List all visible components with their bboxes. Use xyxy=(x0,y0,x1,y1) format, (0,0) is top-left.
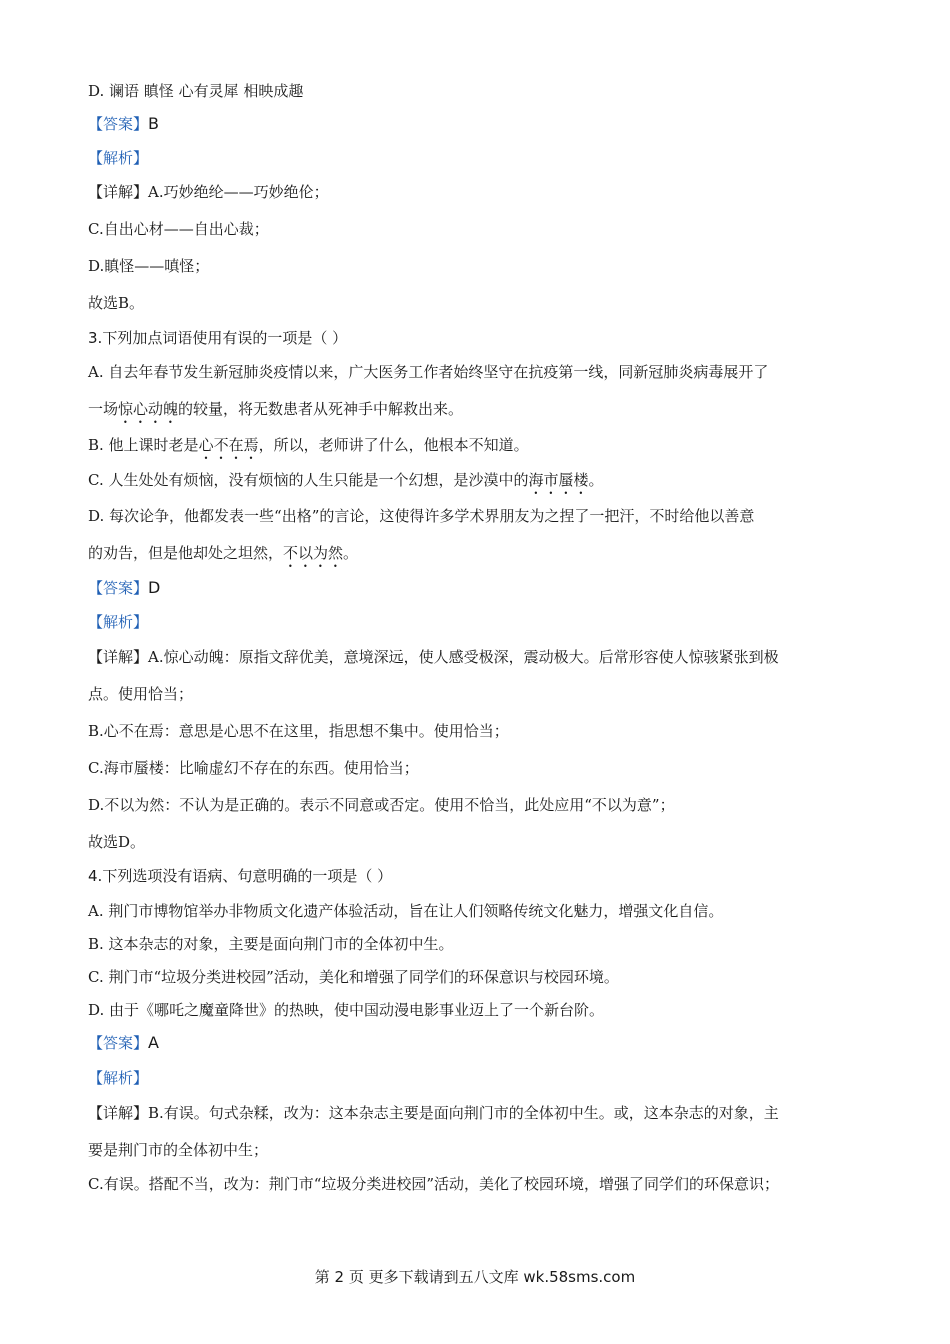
emphasized-term: 不以为然 xyxy=(283,544,344,562)
analysis-tag-line xyxy=(88,1067,868,1089)
answer-value: A xyxy=(148,1033,159,1052)
answer-value: D xyxy=(148,578,161,597)
page-footer: 第 2 页 更多下载请到五八文库 wk.58sms.com xyxy=(314,1268,636,1286)
analysis-tag: 【解析】 xyxy=(88,613,149,631)
question-3-title xyxy=(88,327,868,349)
question-number: 4. xyxy=(88,867,103,885)
q4-option-d: D. 由于《哪吒之魔童降世》的热映，使中国动漫电影事业迈上了一个新台阶。 xyxy=(88,1001,605,1019)
q3-option-c xyxy=(88,469,868,498)
q3-option-a-line2 xyxy=(88,398,868,427)
question-number: 3. xyxy=(88,329,103,347)
analysis-tag-line xyxy=(88,147,868,169)
detail-tag: 【详解】 xyxy=(88,648,149,666)
text-segment: 的较量，将无数患者从死神手中解救出来。 xyxy=(178,400,464,418)
emphasized-term: 心不在焉 xyxy=(198,436,259,454)
text-segment: B. 他上课时老是 xyxy=(88,436,199,454)
detail-text: B.有误。句式杂糅，改为：这本杂志主要是面向荆门市的全体初中生。或，这本杂志的对象，主 xyxy=(148,1104,779,1122)
detail-line-c: C.自出心材——自出心裁； xyxy=(88,220,269,238)
q3-option-a-line1: A. 自去年春节发生新冠肺炎疫情以来，广大医务工作者始终坚守在抗疫第一线，同新冠肺炎病毒展开了 xyxy=(88,363,769,381)
question-text: 下列选项没有语病、句意明确的一项是（ ） xyxy=(102,867,393,885)
detail-line xyxy=(88,181,868,203)
q4-option-b: B. 这本杂志的对象，主要是面向荆门市的全体初中生。 xyxy=(88,935,454,953)
text-segment: 一场 xyxy=(88,400,119,418)
text-segment: ，所以，老师讲了什么，他根本不知道。 xyxy=(258,436,529,454)
detail-line-d: D.瞋怪——嗔怪； xyxy=(88,257,210,275)
answer-line xyxy=(88,1032,868,1054)
answer-tag: 【答案】 xyxy=(88,1034,149,1052)
analysis-tag-line xyxy=(88,611,868,633)
answer-line xyxy=(88,113,868,135)
analysis-tag: 【解析】 xyxy=(88,149,149,167)
detail-line xyxy=(88,1102,868,1124)
text-segment: 。 xyxy=(343,544,359,562)
detail-tag: 【详解】 xyxy=(88,183,149,201)
q3-option-b xyxy=(88,434,868,463)
detail-line-c: C.海市蜃楼：比喻虚幻不存在的东西。使用恰当； xyxy=(88,759,419,777)
q3-option-d-line1: D. 每次论争，他都发表一些“出格”的言论，这使得许多学术界朋友为之捏了一把汗，不时给他以善意 xyxy=(88,507,755,525)
detail-text: A.巧妙绝纶——巧妙绝伦； xyxy=(148,183,329,201)
q4-option-c: C. 荆门市“垃圾分类进校园”活动，美化和增强了同学们的环保意识与校园环境。 xyxy=(88,968,619,986)
detail-line-c: C.有误。搭配不当，改为：荆门市“垃圾分类进校园”活动，美化了校园环境，增强了同学们的环保意识； xyxy=(88,1175,780,1193)
option-d-line: D. 谰语 瞋怪 心有灵犀 相映成趣 xyxy=(88,82,304,100)
detail-continuation: 要是荆门市的全体初中生； xyxy=(88,1141,269,1159)
detail-line-b: B.心不在焉：意思是心思不在这里，指思想不集中。使用恰当； xyxy=(88,722,509,740)
question-4-title xyxy=(88,865,868,887)
detail-text: A.惊心动魄：原指文辞优美，意境深远，使人感受极深，震动极大。后常形容使人惊骇紧张到极 xyxy=(148,648,779,666)
text-segment: C. 人生处处有烦恼，没有烦恼的人生只能是一个幻想，是沙漠中的 xyxy=(88,471,529,489)
detail-continuation: 点。使用恰当； xyxy=(88,685,194,703)
answer-line xyxy=(88,577,868,599)
analysis-tag: 【解析】 xyxy=(88,1069,149,1087)
detail-tag: 【详解】 xyxy=(88,1104,149,1122)
selection-line: 故选D。 xyxy=(88,833,146,851)
emphasized-term: 海市蜃楼 xyxy=(528,471,589,489)
detail-line-d: D.不以为然：不认为是正确的。表示不同意或否定。使用不恰当，此处应用“不以为意”； xyxy=(88,796,675,814)
detail-line xyxy=(88,646,868,668)
emphasized-term: 惊心动魄 xyxy=(118,400,179,418)
answer-tag: 【答案】 xyxy=(88,579,149,597)
selection-line: 故选B。 xyxy=(88,294,145,312)
text-segment: 。 xyxy=(588,471,604,489)
question-text: 下列加点词语使用有误的一项是（ ） xyxy=(102,329,348,347)
q4-option-a: A. 荆门市博物馆举办非物质文化遗产体验活动，旨在让人们领略传统文化魅力，增强文化自信。 xyxy=(88,902,724,920)
answer-value: B xyxy=(148,114,159,133)
text-segment: 的劝告，但是他却处之坦然， xyxy=(88,544,284,562)
answer-tag: 【答案】 xyxy=(88,115,149,133)
q3-option-d-line2 xyxy=(88,542,868,571)
